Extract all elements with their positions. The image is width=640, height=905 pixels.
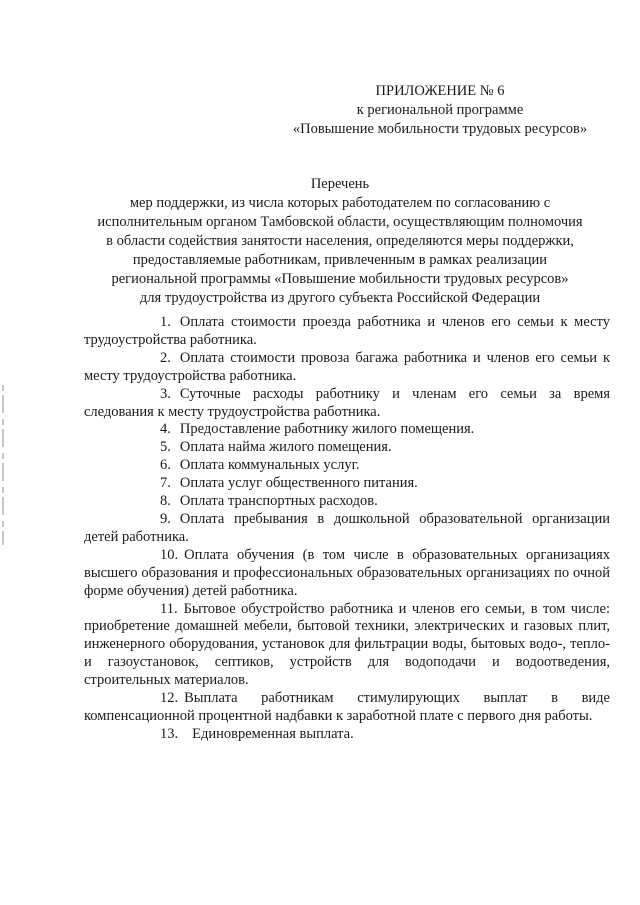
item-text: Выплата работникам стимулирующих выплат в виде компенсационной процентной надбавки к заработной плате с первого дня работы. bbox=[84, 690, 610, 724]
appendix-program-name: «Повышение мобильности трудовых ресурсов» bbox=[292, 121, 588, 137]
list-item bbox=[84, 386, 610, 422]
item-number: 9. bbox=[160, 510, 171, 527]
item-number: 10. bbox=[160, 546, 179, 563]
list-item bbox=[84, 350, 610, 386]
item-number: 3. bbox=[160, 385, 171, 402]
appendix-program-ref: к региональной программе bbox=[356, 102, 524, 118]
list-item bbox=[84, 475, 610, 493]
list-item bbox=[84, 421, 610, 439]
support-measures-list bbox=[84, 314, 610, 744]
heading-line-6: для трудоустройства из другого субъекта Российской Федерации bbox=[139, 290, 541, 306]
document-heading bbox=[60, 175, 620, 308]
item-text: Оплата стоимости провоза багажа работника и членов его семьи к месту трудоустройства работника. bbox=[84, 349, 610, 384]
heading-line-1: мер поддержки, из числа которых работодателем по согласованию с bbox=[129, 195, 551, 211]
item-text: Единовременная выплата. bbox=[192, 725, 354, 742]
item-number: 8. bbox=[160, 493, 171, 510]
heading-line-2: исполнительным органом Тамбовской области, осуществляющим полномочия bbox=[97, 214, 583, 230]
heading-line-5: региональной программы «Повышение мобильности трудовых ресурсов» bbox=[111, 271, 569, 287]
item-number: 7. bbox=[160, 475, 171, 492]
item-number: 12. bbox=[160, 690, 179, 707]
item-number: 11. bbox=[160, 600, 178, 617]
item-text: Оплата пребывания в дошкольной образовательной организации детей работника. bbox=[84, 510, 610, 545]
list-item bbox=[84, 690, 610, 726]
heading-line-4: предоставляемые работникам, привлеченным в рамках реализации bbox=[132, 252, 548, 268]
list-item bbox=[84, 439, 610, 457]
list-item bbox=[84, 726, 610, 744]
item-text: Оплата коммунальных услуг. bbox=[179, 457, 360, 474]
list-item bbox=[84, 314, 610, 350]
scan-margin-mark bbox=[2, 385, 4, 545]
list-item bbox=[84, 601, 610, 691]
item-text: Оплата услуг общественного питания. bbox=[179, 475, 418, 492]
item-text: Бытовое обустройство работника и членов его семьи, в том числе: приобретение домашней мебели, бытовой техники, электрических и газовых плит, инженерного оборудования, установок для фильтрации воды, бытовых водо-, тепло- и газоустановок, септиков, устройств для водоподачи и водоотведения, строительных материалов. bbox=[84, 600, 610, 689]
item-text: Предоставление работнику жилого помещения. bbox=[179, 421, 475, 438]
item-number: 5. bbox=[160, 439, 171, 456]
heading-title: Перечень bbox=[310, 176, 370, 192]
item-number: 4. bbox=[160, 421, 171, 438]
item-number: 1. bbox=[160, 314, 171, 330]
list-item bbox=[84, 457, 610, 475]
item-text: Суточные расходы работнику и членам его семьи за время следования к месту трудоустройства работника. bbox=[84, 385, 610, 420]
appendix-number: ПРИЛОЖЕНИЕ № 6 bbox=[375, 83, 505, 99]
item-text: Оплата обучения (в том числе в образовательных организациях высшего образования и профессиональных образовательных организациях по очной форме обучения) детей работника. bbox=[84, 546, 610, 599]
heading-line-3: в области содействия занятости населения, определяются меры поддержки, bbox=[106, 233, 574, 249]
appendix-header bbox=[270, 82, 610, 139]
item-number: 13. bbox=[160, 725, 179, 742]
item-text: Оплата транспортных расходов. bbox=[179, 493, 378, 510]
list-item bbox=[84, 547, 610, 601]
item-text: Оплата стоимости проезда работника и членов его семьи к месту трудоустройства работника. bbox=[84, 314, 610, 348]
item-text: Оплата найма жилого помещения. bbox=[179, 439, 392, 456]
item-number: 2. bbox=[160, 349, 171, 366]
list-item bbox=[84, 493, 610, 511]
list-item bbox=[84, 511, 610, 547]
item-number: 6. bbox=[160, 457, 171, 474]
